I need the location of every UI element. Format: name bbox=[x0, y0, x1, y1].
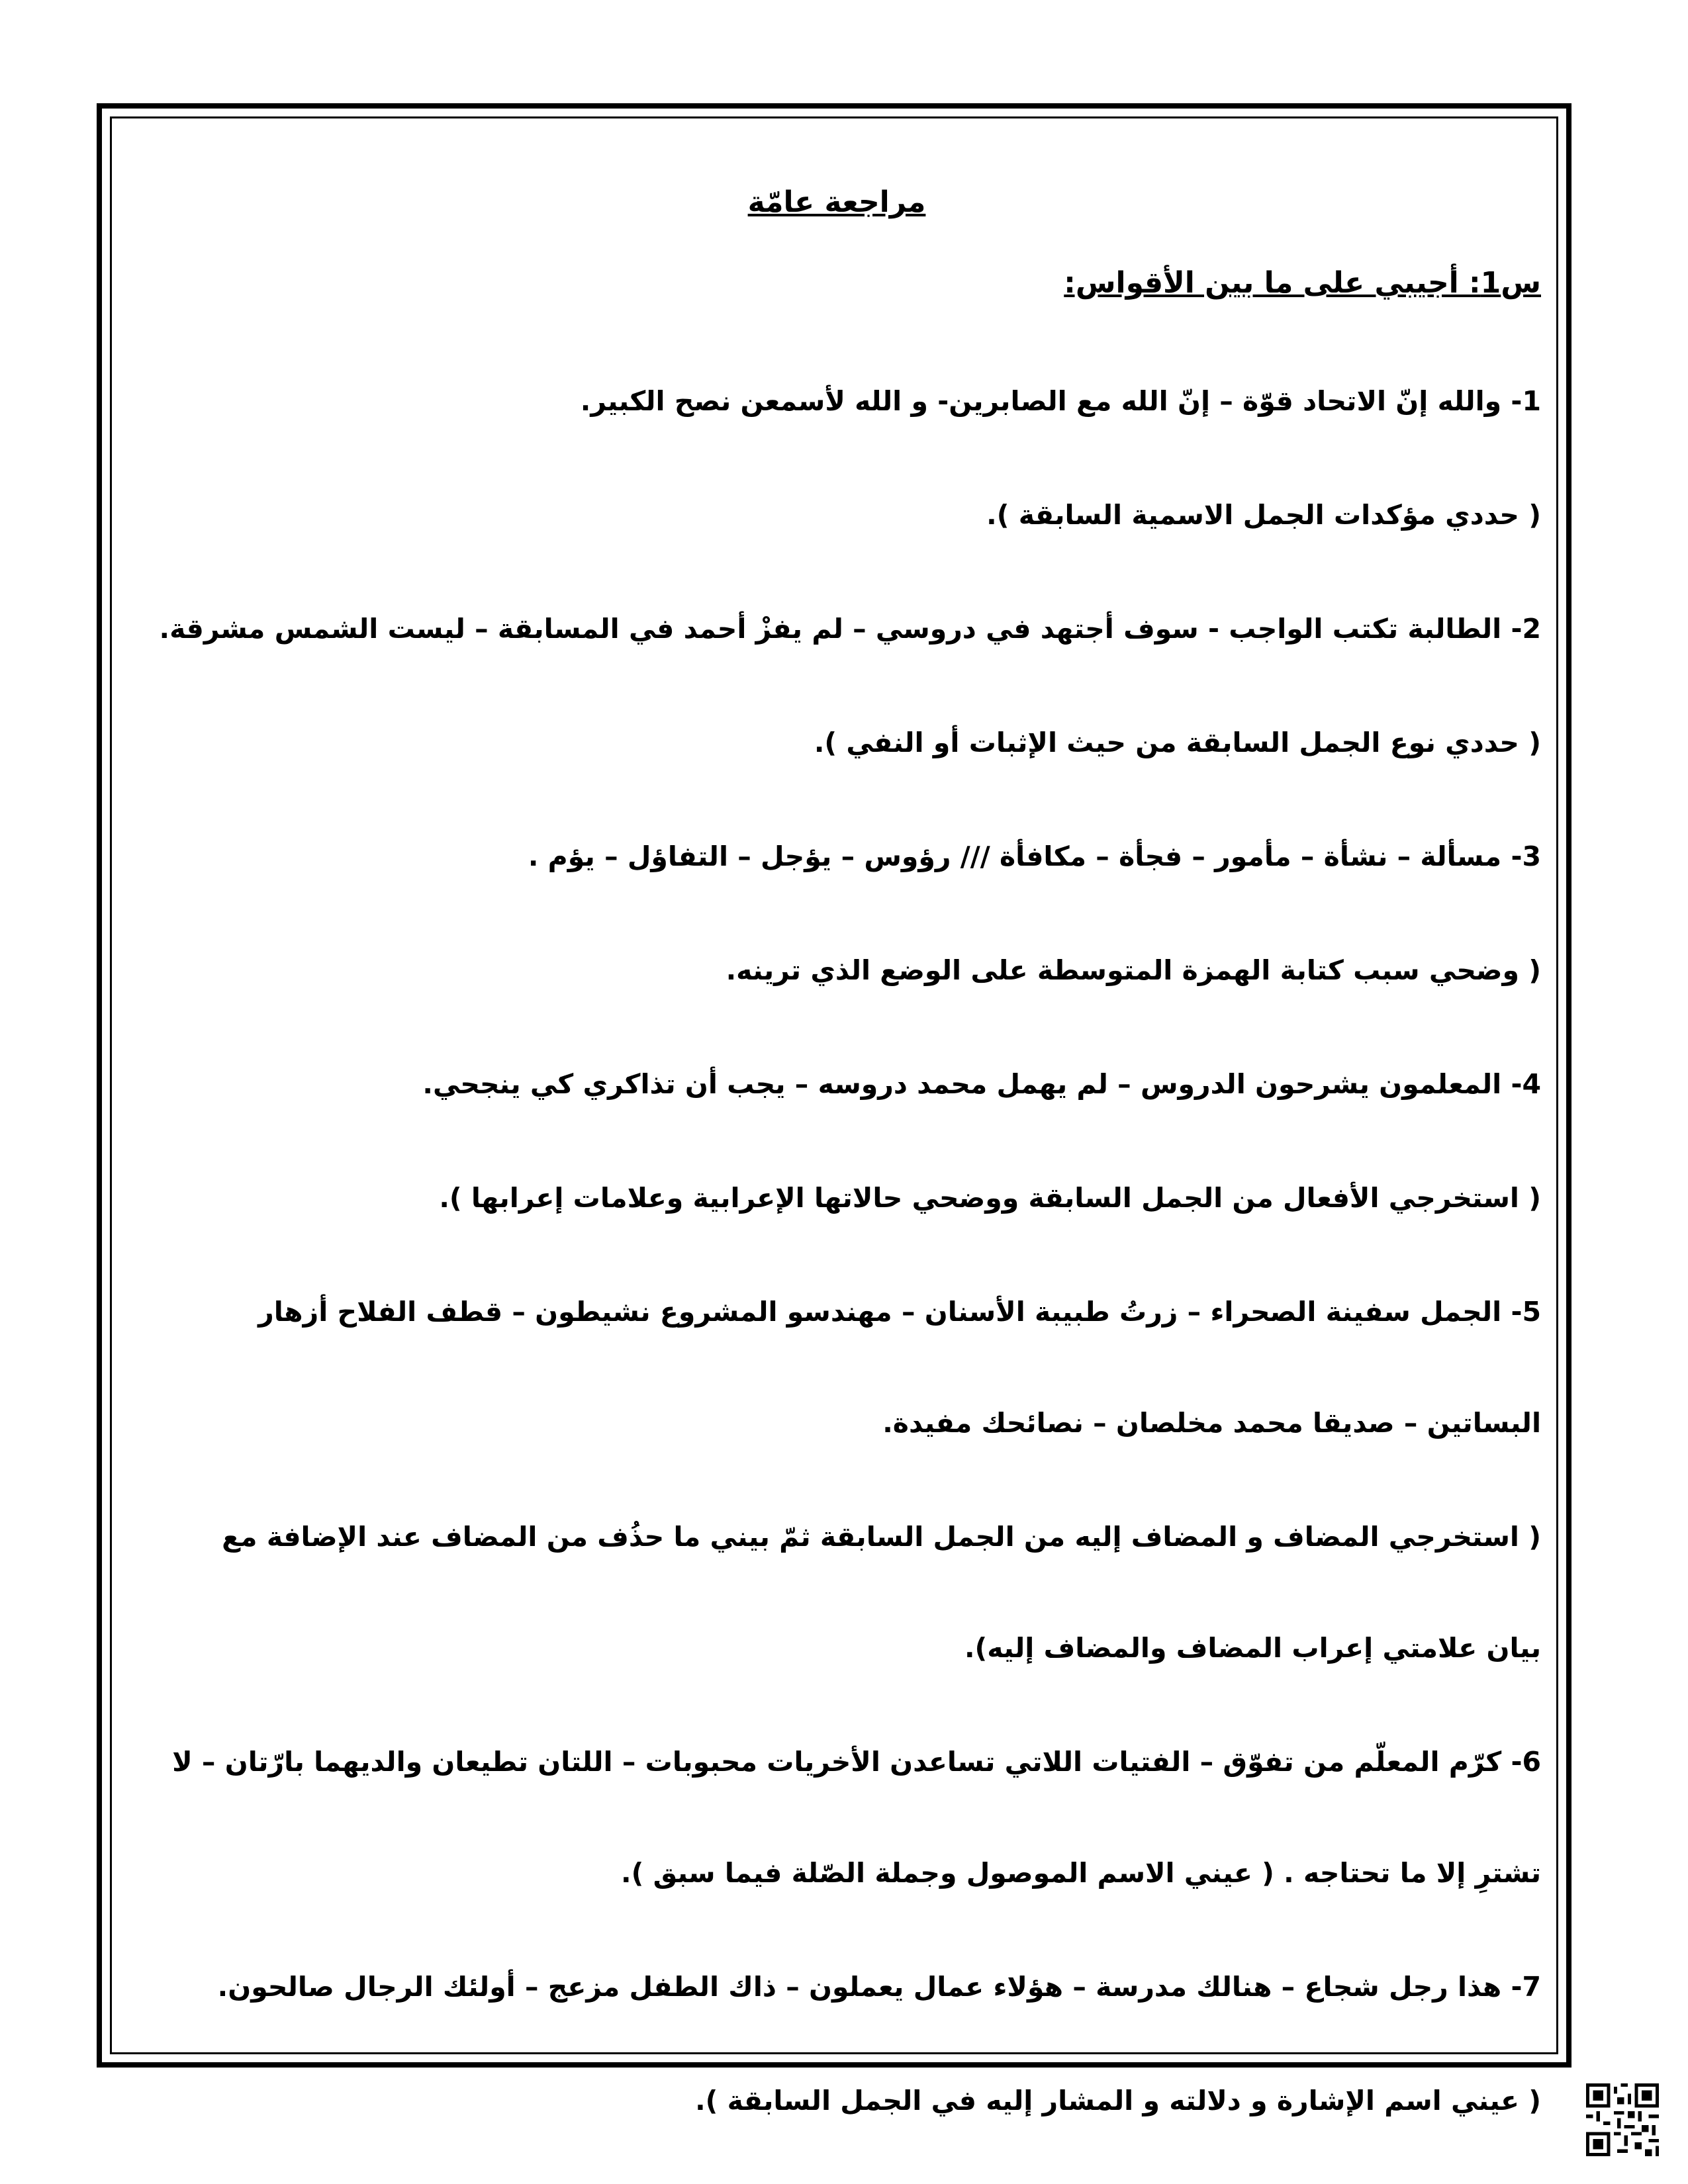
item-6-statement-line-1: 6- كرّم المعلّم من تفوّق – الفتيات اللاتي تساعدن الأخريات محبوبات – اللتان تطيعان والديهما بارّتان – لا bbox=[172, 1746, 1541, 1778]
item-7-instruction: ( عيني اسم الإشارة و دلالته و المشار إليه في الجمل السابقة ). bbox=[695, 2085, 1541, 2116]
item-5-instruction-line-1: ( استخرجي المضاف و المضاف إليه من الجمل السابقة ثمّ بيني ما حذُف من المضاف عند الإضافة مع bbox=[222, 1521, 1541, 1553]
item-3-instruction: ( وضحي سبب كتابة الهمزة المتوسطة على الوضع الذي ترينه. bbox=[726, 954, 1541, 986]
item-1-instruction: ( حددي مؤكدات الجمل الاسمية السابقة ). bbox=[986, 499, 1541, 531]
page-title: مراجعة عامّة bbox=[747, 185, 926, 219]
item-3-statement: 3- مسألة – نشأة – مأمور – فجأة – مكافأة /// رؤوس – يؤجل – التفاؤل – يؤم . bbox=[528, 841, 1541, 872]
qr-code-icon bbox=[1586, 2083, 1659, 2156]
item-5-instruction-line-2: بيان علامتي إعراب المضاف والمضاف إليه). bbox=[964, 1632, 1541, 1664]
item-5-statement-line-2: البساتين – صديقا محمد مخلصان – نصائحك مفيدة. bbox=[882, 1407, 1541, 1439]
item-1-statement: 1- والله إنّ الاتحاد قوّة – إنّ الله مع الصابرين- و الله لأسمعن نصح الكبير. bbox=[580, 385, 1541, 417]
item-7-statement: 7- هذا رجل شجاع – هنالك مدرسة – هؤلاء عمال يعملون – ذاك الطفل مزعج – أولئك الرجال صالحون. bbox=[217, 1971, 1541, 2003]
item-2-statement: 2- الطالبة تكتب الواجب - سوف أجتهد في دروسي – لم يفزْ أحمد في المسابقة – ليست الشمس مشرقة. bbox=[159, 613, 1541, 645]
item-4-instruction: ( استخرجي الأفعال من الجمل السابقة ووضحي حالاتها الإعرابية وعلامات إعرابها ). bbox=[439, 1182, 1541, 1214]
question-heading: س1: أجيبي على ما بين الأقواس: bbox=[1064, 266, 1541, 300]
item-5-statement-line-1: 5- الجمل سفينة الصحراء – زرتُ طبيبة الأسنان – مهندسو المشروع نشيطون – قطف الفلاح أزهار bbox=[258, 1296, 1541, 1328]
item-4-statement: 4- المعلمون يشرحون الدروس – لم يهمل محمد دروسه – يجب أن تذاكري كي ينجحي. bbox=[422, 1068, 1541, 1100]
item-6-statement-line-2: تشترِ إلا ما تحتاجه . ( عيني الاسم الموصول وجملة الصّلة فيما سبق ). bbox=[621, 1857, 1541, 1889]
item-2-instruction: ( حددي نوع الجمل السابقة من حيث الإثبات أو النفي ). bbox=[814, 727, 1541, 758]
